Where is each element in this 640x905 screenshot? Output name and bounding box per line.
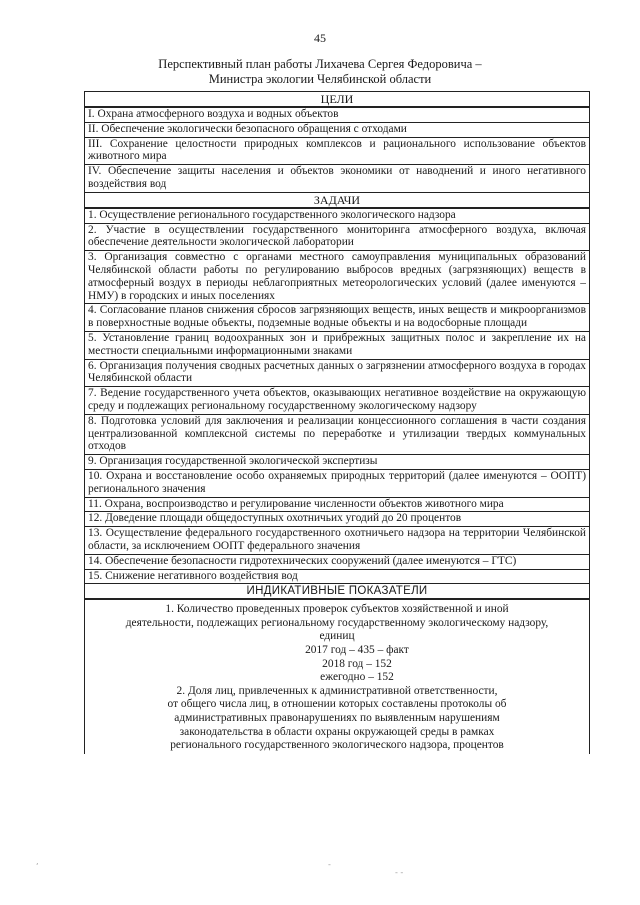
- indicators-header: ИНДИКАТИВНЫЕ ПОКАЗАТЕЛИ: [85, 584, 590, 600]
- task-row: 13. Осуществление федерального государственного охотничьего надзора на территории Челябинской области, за исключением ООПТ федерального значения: [85, 527, 590, 555]
- page-number: 45: [314, 31, 326, 45]
- task-row: 6. Организация получения сводных расчетных данных о загрязнении атмосферного воздуха в городах Челябинской области: [85, 359, 590, 387]
- indicator-2-line: законодательства в области охраны окружающей среды в рамках: [179, 725, 495, 738]
- task-row: 7. Ведение государственного учета объектов, оказывающих негативное воздействие на окружающую среду и подлежащих региональному государственному экологическому надзору: [85, 387, 590, 415]
- tasks-header: ЗАДАЧИ: [85, 192, 590, 208]
- indicator-1-line: деятельности, подлежащих региональному государственному экологическому надзору,: [125, 616, 549, 629]
- goal-row: II. Обеспечение экологически безопасного обращения с отходами: [85, 122, 590, 137]
- task-row: 2. Участие в осуществлении государственного мониторинга атмосферного воздуха, включая обеспечение деятельности экологической лаборатории: [85, 223, 590, 251]
- task-row: 4. Согласование планов снижения сбросов загрязняющих веществ, иных веществ и микроорганизмов в поверхностные водные объекты, подземные водные объекты и на водосборные площади: [85, 304, 590, 332]
- task-row: 12. Доведение площади общедоступных охотничьих угодий до 20 процентов: [85, 512, 590, 527]
- title-line-2: Министра экологии Челябинской области: [208, 72, 432, 86]
- goal-row: IV. Обеспечение защиты населения и объектов экономики от наводнений и иного негативного воздействия вод: [85, 165, 590, 193]
- document-title: [100, 57, 540, 87]
- indicator-1-fact: ежегодно – 152: [320, 671, 394, 684]
- scan-artifact: - -: [395, 868, 404, 877]
- scan-artifact: -: [328, 860, 331, 869]
- task-row: 14. Обеспечение безопасности гидротехнических сооружений (далее именуются – ГТС): [85, 554, 590, 569]
- task-row: 3. Организация совместно с органами местного самоуправления муниципальных образований Челябинской области работы по регулированию выбросов вредных (загрязняющих) веществ в атмосферный воздух в периоды неблагоприятных метеорологических условий (далее именуются – НМУ) в городских и иных поселениях: [85, 251, 590, 304]
- task-row: 9. Организация государственной экологической экспертизы: [85, 455, 590, 470]
- task-row: 15. Снижение негативного воздействия вод: [85, 569, 590, 584]
- indicator-1-line: единиц: [319, 630, 355, 643]
- scan-artifact: ,: [36, 857, 39, 866]
- indicator-2-line: регионального государственного экологического надзора, процентов: [170, 739, 504, 752]
- goal-row: III. Сохранение целостности природных комплексов и рационального использование объектов животного мира: [85, 137, 590, 165]
- goals-header: ЦЕЛИ: [85, 92, 590, 108]
- task-row: 5. Установление границ водоохранных зон и прибрежных защитных полос и закрепление их на местности специальными информационными знаками: [85, 331, 590, 359]
- task-row: 11. Охрана, воспроизводство и регулирование численности объектов животного мира: [85, 497, 590, 512]
- indicator-2-line: административных правонарушениях по выявленным нарушениям: [174, 712, 500, 725]
- plan-table: [84, 91, 590, 754]
- title-line-1: Перспективный план работы Лихачева Сергея Федоровича –: [158, 57, 482, 71]
- indicator-1-fact: 2018 год – 152: [322, 657, 392, 670]
- task-row: 10. Охрана и восстановление особо охраняемых природных территорий (далее именуются – ООПТ) регионального значения: [85, 469, 590, 497]
- indicator-1-line: 1. Количество проведенных проверок субъектов хозяйственной и иной: [165, 603, 509, 616]
- indicator-1-fact: 2017 год – 435 – факт: [305, 644, 409, 657]
- goal-row: I. Охрана атмосферного воздуха и водных объектов: [85, 107, 590, 122]
- task-row: 1. Осуществление регионального государственного экологического надзора: [85, 208, 590, 223]
- indicator-2-line: от общего числа лиц, в отношении которых составлены протоколы об: [167, 698, 507, 711]
- indicator-2-line: 2. Доля лиц, привлеченных к административной ответственности,: [176, 684, 498, 697]
- indicators-cell: [85, 599, 590, 754]
- task-row: 8. Подготовка условий для заключения и реализации концессионного соглашения в части создания централизованной комплексной системы по переработке и утилизации твердых коммунальных отходов: [85, 414, 590, 454]
